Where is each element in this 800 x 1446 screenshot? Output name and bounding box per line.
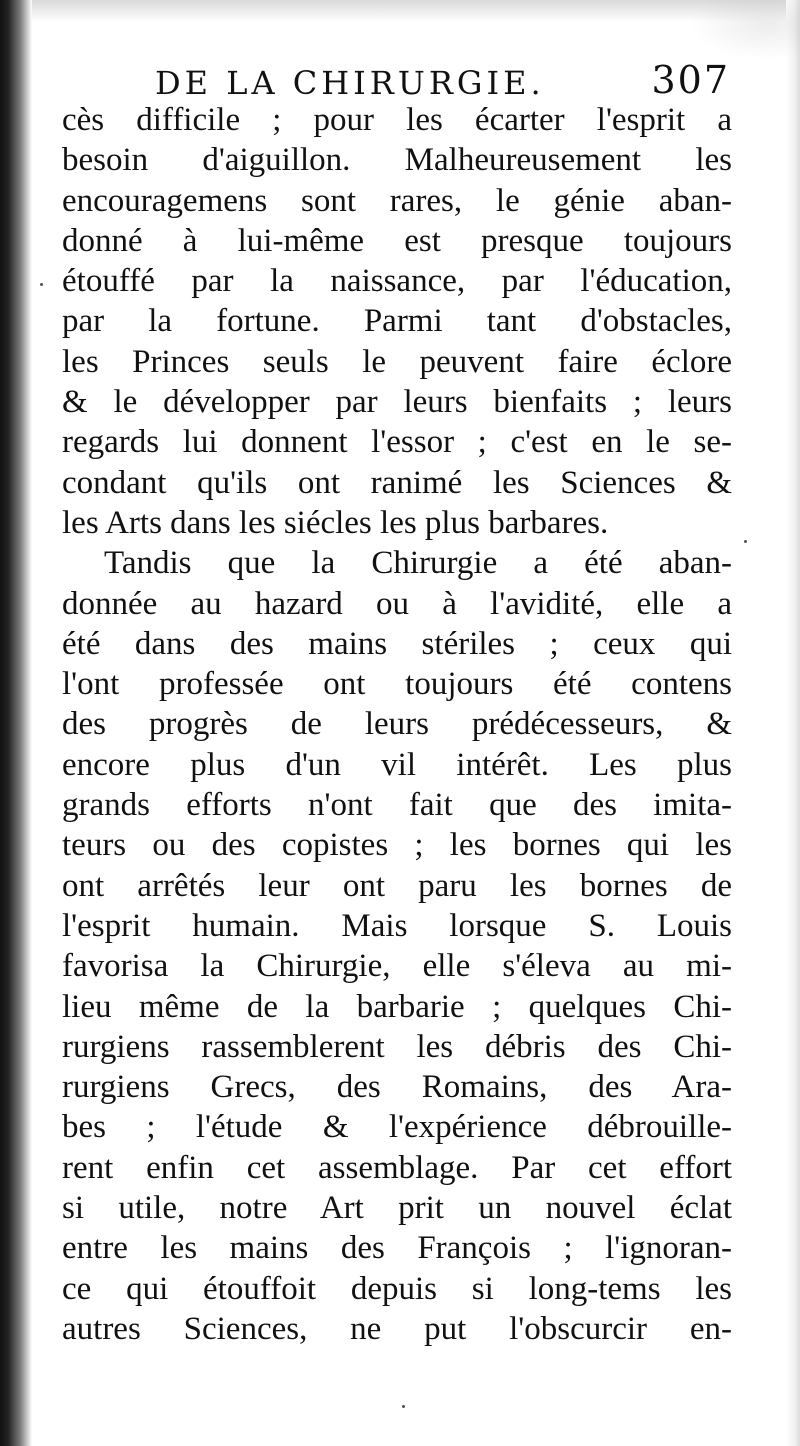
paragraph-first-line: Tandis que la Chirurgie a été aban-	[104, 545, 732, 582]
text-line: les Princes seuls le peuvent faire éclore	[62, 343, 732, 380]
text-line: si utile, notre Art prit un nouvel éclat	[62, 1190, 732, 1227]
text-line: cès difficile ; pour les écarter l'esprit a	[62, 102, 732, 138]
text-line: ont arrêtés leur ont paru les bornes de	[62, 867, 732, 904]
text-line: rurgiens Grecs, des Romains, des Ara-	[62, 1069, 732, 1106]
text-line: été dans des mains stériles ; ceux qui	[62, 625, 732, 662]
page-number: 307	[651, 58, 730, 102]
text-line: encouragemens sont rares, le génie aban-	[62, 182, 732, 219]
text-line: besoin d'aiguillon. Malheureusement les	[62, 142, 732, 179]
text-line: donné à lui-même est presque toujours	[62, 222, 732, 259]
running-head: DE LA CHIRURGIE.	[155, 64, 545, 102]
text-line: rent enfin cet assemblage. Par cet effort	[62, 1149, 732, 1186]
text-line: teurs ou des copistes ; les bornes qui les	[62, 827, 732, 864]
paragraph-last-line: les Arts dans les siécles les plus barbares.	[62, 504, 609, 541]
text-line: par la fortune. Parmi tant d'obstacles,	[62, 303, 732, 340]
text-line: grands efforts n'ont fait que des imita-	[62, 787, 732, 824]
text-line: donnée au hazard ou à l'avidité, elle a	[62, 585, 732, 622]
scan-shadow-right	[786, 0, 800, 1446]
ink-speck	[40, 283, 43, 286]
text-line: autres Sciences, ne put l'obscurcir en-	[62, 1310, 732, 1347]
text-line: rurgiens rassemblerent les débris des Chi-	[62, 1028, 732, 1065]
scan-shadow-left	[0, 0, 32, 1446]
text-line: bes ; l'étude & l'expérience débrouille-	[62, 1109, 732, 1146]
ink-speck	[744, 540, 747, 543]
text-line: ce qui étouffoit depuis si long-tems les	[62, 1270, 732, 1307]
text-line: entre les mains des François ; l'ignoran-	[62, 1230, 732, 1267]
text-line: condant qu'ils ont ranimé les Sciences &	[62, 464, 732, 501]
scan-shadow-top	[0, 0, 800, 22]
text-line: favorisa la Chirurgie, elle s'éleva au mi-	[62, 948, 732, 985]
show-through-smudge	[690, 0, 800, 60]
body-text	[62, 100, 732, 1349]
text-line: regards lui donnent l'essor ; c'est en le se-	[62, 424, 732, 461]
text-line: & le développer par leurs bienfaits ; leurs	[62, 384, 732, 421]
text-line: des progrès de leurs prédécesseurs, &	[62, 706, 732, 743]
text-line: lieu même de la barbarie ; quelques Chi-	[62, 988, 732, 1025]
text-line: l'ont professée ont toujours été contens	[62, 666, 732, 703]
ink-speck	[402, 1405, 405, 1408]
text-line: l'esprit humain. Mais lorsque S. Louis	[62, 907, 732, 944]
text-line: encore plus d'un vil intérêt. Les plus	[62, 746, 732, 783]
text-line: étouffé par la naissance, par l'éducation,	[62, 263, 732, 300]
